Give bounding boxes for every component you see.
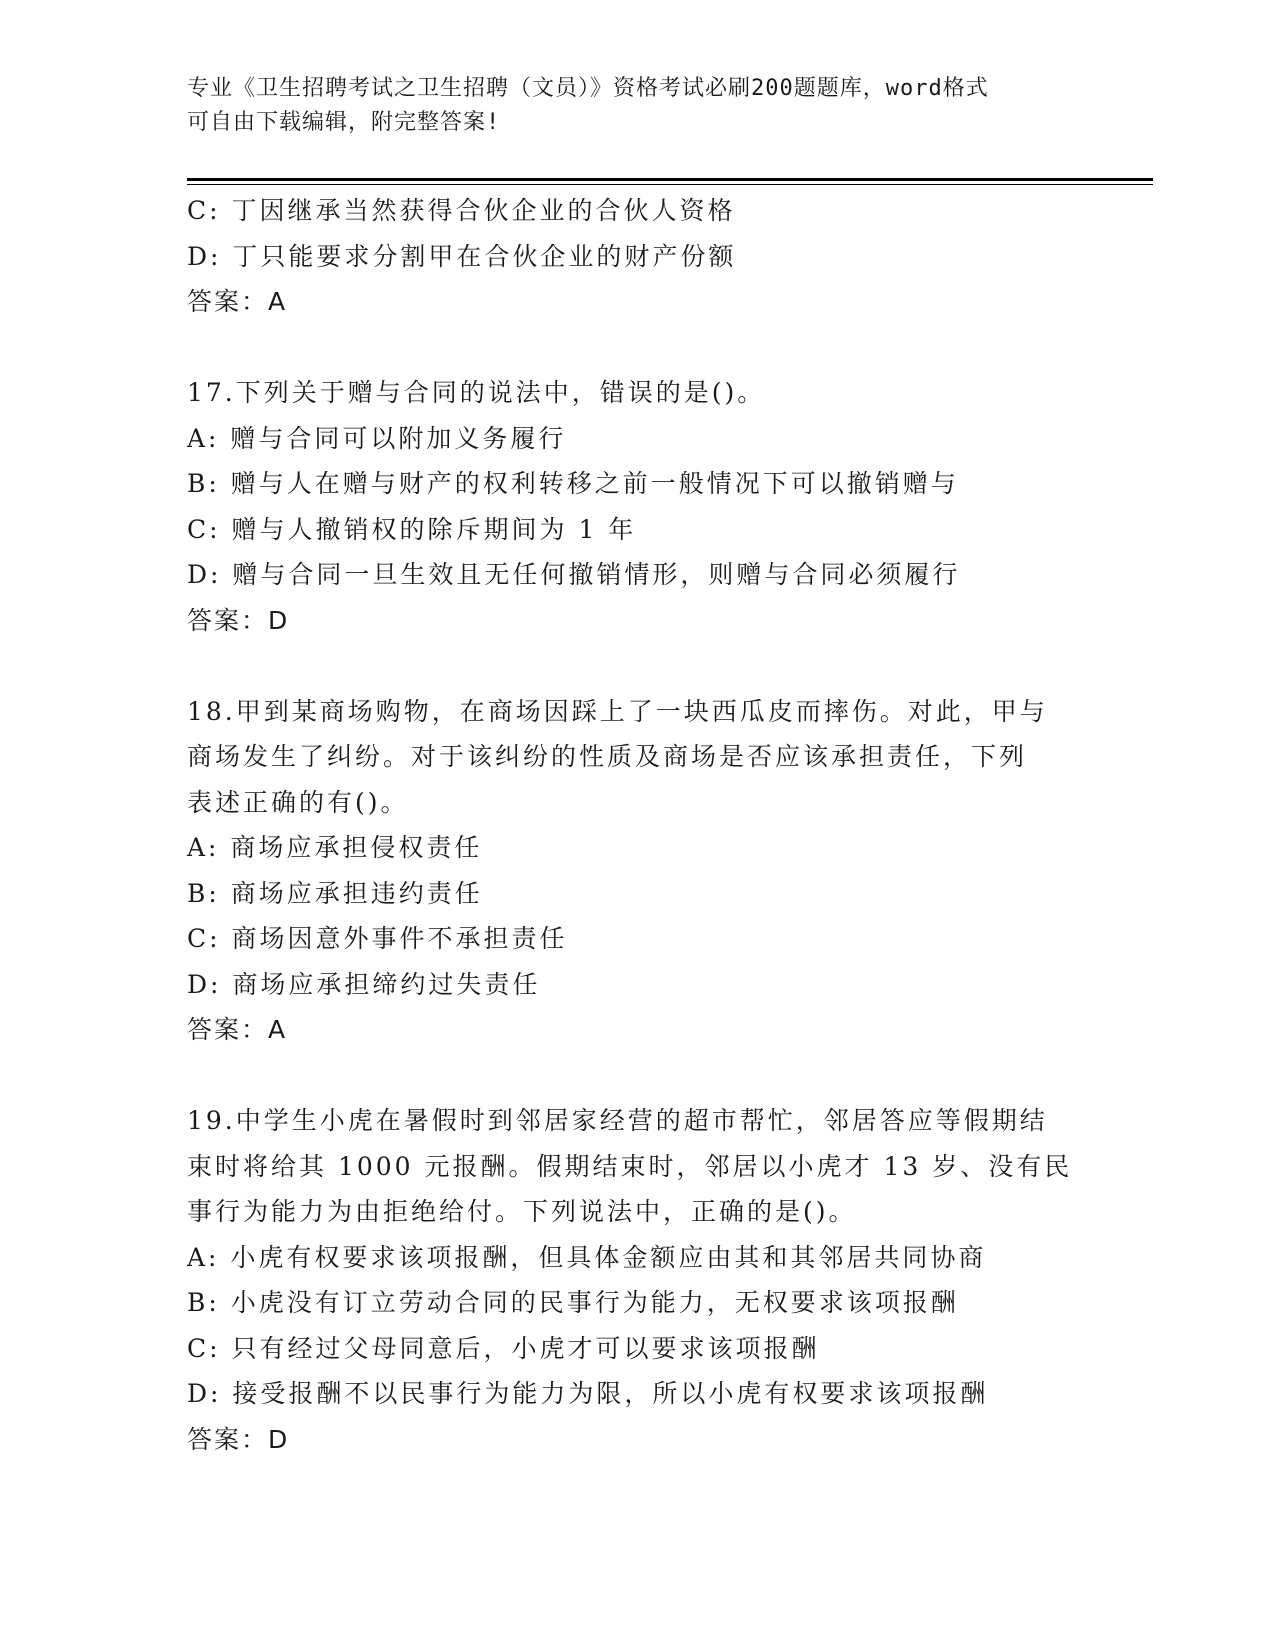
question-17 xyxy=(187,370,1147,643)
spacer xyxy=(187,1053,1147,1099)
option-a: A: 赠与合同可以附加义务履行 xyxy=(187,423,567,453)
spacer xyxy=(187,643,1147,689)
question-stem-line: 18.甲到某商场购物，在商场因踩上了一块西瓜皮而摔伤。对此，甲与 xyxy=(187,696,1048,726)
option-a: A: 商场应承担侵权责任 xyxy=(187,833,483,862)
option-d: D: 赠与合同一旦生效且无任何撤销情形，则赠与合同必须履行 xyxy=(187,560,961,589)
option-b: B: 商场应承担违约责任 xyxy=(187,878,483,908)
spacer xyxy=(187,325,1147,371)
question-19 xyxy=(187,1098,1147,1462)
header-line-2: 可自由下载编辑，附完整答案! xyxy=(187,110,501,135)
answer-label: 答案：A xyxy=(187,1015,288,1044)
option-c: C: 商场因意外事件不承担责任 xyxy=(187,924,568,953)
answer-label: 答案：A xyxy=(187,287,288,316)
question-stem-line: 束时将给其 1000 元报酬。假期结束时，邻居以小虎才 13 岁、没有民 xyxy=(187,1151,1073,1181)
answer-label: 答案：D xyxy=(187,605,290,635)
question-16-continued xyxy=(187,188,1147,325)
option-d: D: 商场应承担缔约过失责任 xyxy=(187,969,541,999)
option-b: B: 小虎没有订立劳动合同的民事行为能力，无权要求该项报酬 xyxy=(187,1288,959,1317)
option-d: D: 丁只能要求分割甲在合伙企业的财产份额 xyxy=(187,241,737,271)
option-a: A: 小虎有权要求该项报酬，但具体金额应由其和其邻居共同协商 xyxy=(187,1242,987,1272)
document-body xyxy=(187,188,1147,1462)
question-stem-line: 事行为能力为由拒绝给付。下列说法中，正确的是()。 xyxy=(187,1197,857,1226)
question-stem: 17.下列关于赠与合同的说法中，错误的是()。 xyxy=(187,378,766,407)
question-stem-line: 商场发生了纠纷。对于该纠纷的性质及商场是否应该承担责任，下列 xyxy=(187,742,1028,771)
question-18 xyxy=(187,689,1147,1053)
option-c: C: 赠与人撤销权的除斥期间为 1 年 xyxy=(187,514,637,544)
question-stem-line: 19.中学生小虎在暑假时到邻居家经营的超市帮忙，邻居答应等假期结 xyxy=(187,1106,1048,1135)
question-stem-line: 表述正确的有()。 xyxy=(187,787,409,817)
answer-label: 答案：D xyxy=(187,1424,290,1454)
header-line-1: 专业《卫生招聘考试之卫生招聘（文员）》资格考试必刷200题题库，word格式 xyxy=(187,76,989,101)
option-c: C: 丁因继承当然获得合伙企业的合伙人资格 xyxy=(187,196,736,225)
option-c: C: 只有经过父母同意后，小虎才可以要求该项报酬 xyxy=(187,1333,820,1363)
header-rule-thick xyxy=(187,178,1153,181)
option-b: B: 赠与人在赠与财产的权利转移之前一般情况下可以撤销赠与 xyxy=(187,469,959,498)
document-header xyxy=(187,72,1087,140)
option-d: D: 接受报酬不以民事行为能力为限，所以小虎有权要求该项报酬 xyxy=(187,1379,989,1408)
header-rule-thin xyxy=(187,184,1153,185)
